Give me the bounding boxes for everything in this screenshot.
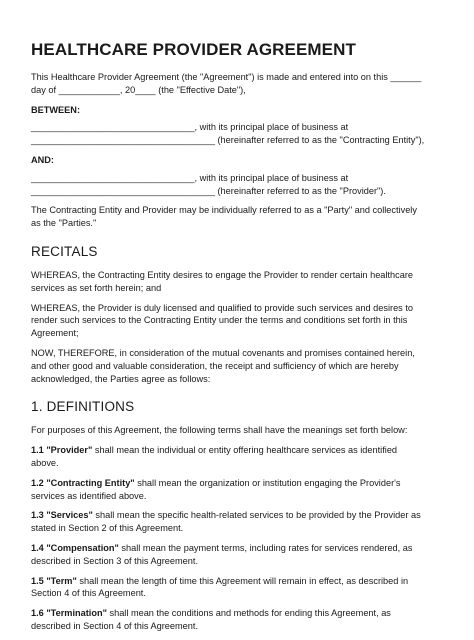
recital-2-line-2: render such services to the Contracting Entity under the terms and conditions set forth in this <box>31 315 408 326</box>
definition-text: shall mean the organization or institution engaging the Provider's <box>134 477 401 488</box>
between-paragraph <box>31 121 451 147</box>
recital-paragraph-3 <box>31 347 451 385</box>
definition-text-cont: described in Section 4 of this Agreement. <box>31 620 199 631</box>
recital-paragraph-1 <box>31 269 451 295</box>
definition-text: shall mean the length of time this Agreement will remain in effect, as described in <box>76 575 409 586</box>
intro-paragraph <box>31 71 451 97</box>
and-label: AND: <box>31 154 54 165</box>
definition-item <box>31 542 451 568</box>
between-label: BETWEEN: <box>31 104 80 115</box>
recital-3-line-2: and other good and valuable consideration, the receipt and sufficiency of which are hereby <box>31 360 399 371</box>
definition-text: shall mean the individual or entity offering healthcare services as identified <box>92 445 398 456</box>
definition-text-cont: Section 4 of this Agreement. <box>31 588 146 599</box>
and-line-2: ____________________________________ (hereinafter referred to as the "Provider"). <box>31 185 386 196</box>
definition-term: 1.1 "Provider" <box>31 445 93 456</box>
definition-term: 1.4 "Compensation" <box>31 542 119 553</box>
definition-text-cont: services as identified above. <box>31 490 147 501</box>
definition-text: shall mean the payment terms, including rates for services rendered, as <box>118 542 413 553</box>
definition-item <box>31 444 451 470</box>
definition-item <box>31 607 451 633</box>
recital-paragraph-2 <box>31 302 451 340</box>
definition-text-cont: above. <box>31 457 59 468</box>
definition-text-cont: stated in Section 2 of this Agreement. <box>31 523 184 534</box>
definition-term: 1.5 "Term" <box>31 575 77 586</box>
document-title: HEALTHCARE PROVIDER AGREEMENT <box>31 40 356 59</box>
definitions-heading: 1. DEFINITIONS <box>31 399 135 415</box>
recital-2-line-1: WHEREAS, the Provider is duly licensed and qualified to provide such services and desires to <box>31 302 413 313</box>
intro-line-2: day of ____________, 20____ (the "Effective Date"), <box>31 84 246 95</box>
between-line-2: ____________________________________ (hereinafter referred to as the "Contracting Entity"), <box>31 135 425 146</box>
definition-term: 1.3 "Services" <box>31 510 93 521</box>
recital-1-line-2: services as set forth herein; and <box>31 282 162 293</box>
recital-1-line-1: WHEREAS, the Contracting Entity desires to engage the Provider to render certain healthcare <box>31 269 413 280</box>
definition-item <box>31 477 451 503</box>
recital-2-line-3: Agreement; <box>31 328 79 339</box>
definition-item <box>31 509 451 535</box>
parties-line-1: The Contracting Entity and Provider may be individually referred to as a "Party" and collectively <box>31 205 417 216</box>
recitals-heading: RECITALS <box>31 243 98 259</box>
recital-3-line-3: acknowledged, the Parties agree as follows: <box>31 373 211 384</box>
between-line-1: ________________________________, with its principal place of business at <box>31 122 349 133</box>
definition-item <box>31 575 451 601</box>
recital-3-line-1: NOW, THEREFORE, in consideration of the mutual covenants and promises contained herein, <box>31 347 415 358</box>
parties-paragraph <box>31 204 451 230</box>
intro-line-1: This Healthcare Provider Agreement (the "Agreement") is made and entered into on this ______ <box>31 72 422 82</box>
and-paragraph <box>31 172 451 198</box>
document-page <box>31 40 451 640</box>
definition-text: shall mean the specific health-related services to be provided by the Provider as <box>92 510 421 521</box>
definition-text-cont: described in Section 3 of this Agreement. <box>31 555 199 566</box>
parties-line-2: as the "Parties." <box>31 218 97 229</box>
and-line-1: ________________________________, with its principal place of business at <box>31 172 349 183</box>
definition-term: 1.6 "Termination" <box>31 608 107 619</box>
definitions-intro: For purposes of this Agreement, the following terms shall have the meanings set forth below: <box>31 425 408 436</box>
definition-text: shall mean the conditions and methods for ending this Agreement, as <box>106 608 391 619</box>
definition-term: 1.2 "Contracting Entity" <box>31 477 135 488</box>
